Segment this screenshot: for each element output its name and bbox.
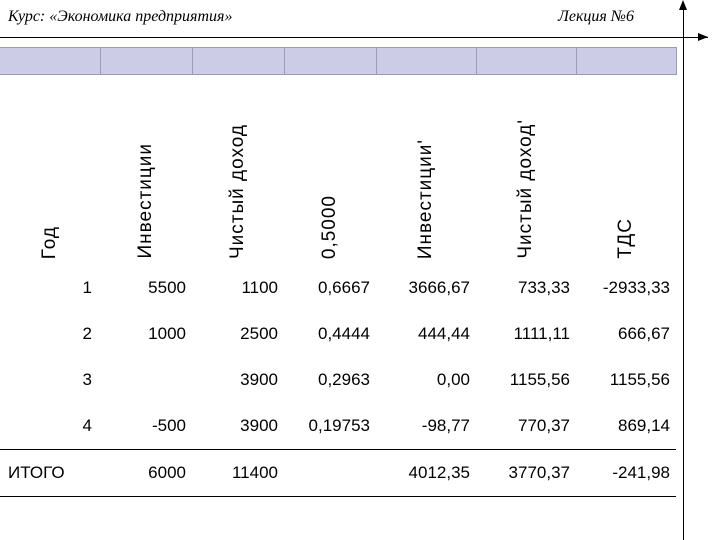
lecture-number: Лекция №6 (558, 8, 634, 25)
table-cell: 1155,56 (609, 370, 670, 389)
table-cell: 0,2963 (318, 370, 370, 389)
column-header-label: 0,5000 (319, 194, 340, 259)
table-cell: 1 (82, 278, 92, 297)
arrow-up-icon (679, 0, 687, 10)
table-cell: -2933,33 (602, 278, 670, 297)
band-cell (100, 48, 192, 75)
table-cell: 1155,56 (509, 370, 570, 389)
table-cell: 11400 (192, 450, 284, 497)
band-cell (476, 48, 576, 75)
header-band (0, 48, 676, 75)
table-cell: 5500 (148, 278, 186, 297)
table-row (0, 311, 676, 357)
table-cell: 444,44 (418, 324, 470, 343)
table-cell: 869,14 (618, 416, 670, 435)
table-cell: 0,00 (436, 370, 470, 389)
table-cell: 2500 (240, 324, 278, 343)
table-cell: 2 (82, 324, 92, 343)
table-cell: 0,6667 (318, 278, 370, 297)
table-body (0, 265, 676, 497)
column-header-label: Инвестиции' (415, 138, 436, 259)
band-cell (376, 48, 476, 75)
table-cell: 1100 (241, 278, 278, 297)
table-cell: ИТОГО (0, 450, 100, 497)
band-cell (192, 48, 284, 75)
horizontal-rule (0, 37, 708, 38)
table-cell: 6000 (100, 450, 192, 497)
table-cell: 4012,35 (376, 450, 476, 497)
table-cell: 3666,67 (408, 278, 470, 297)
column-headers (0, 75, 676, 266)
table-cell: 1111,11 (513, 324, 570, 343)
column-header (576, 75, 676, 266)
table-cell: -98,77 (421, 416, 470, 435)
table-cell: 666,67 (618, 324, 670, 343)
table-cell: 3770,37 (476, 450, 576, 497)
band-cell (284, 48, 376, 75)
column-header (284, 75, 376, 266)
table-row (0, 357, 676, 403)
table-cell (284, 450, 376, 497)
column-header-label: ТДС (615, 218, 636, 259)
band-cell (0, 48, 100, 75)
table-cell: 0,4444 (318, 324, 370, 343)
table-row (0, 265, 676, 311)
total-row (0, 450, 676, 497)
column-header-label: Год (39, 225, 60, 259)
arrow-right-icon (698, 33, 708, 41)
table-cell: 3900 (240, 416, 278, 435)
table-cell: 733,33 (518, 278, 570, 297)
table-cell: 4 (82, 416, 92, 435)
table-row (0, 403, 676, 450)
table-cell (100, 357, 192, 403)
column-header (0, 75, 100, 266)
column-header (376, 75, 476, 266)
column-header (100, 75, 192, 266)
vertical-rule (683, 8, 684, 540)
table-cell: 770,37 (518, 416, 570, 435)
table-cell: 3 (82, 370, 92, 389)
table-cell: 3900 (240, 370, 278, 389)
course-title: Курс: «Экономика предприятия» (8, 8, 233, 25)
column-header (476, 75, 576, 266)
column-header-label: Инвестиции (135, 143, 156, 259)
table-cell: 1000 (148, 324, 186, 343)
table-cell: 0,19753 (308, 416, 370, 435)
column-header-label: Чистый доход (227, 124, 248, 259)
column-header-label: Чистый доход' (515, 119, 536, 259)
table-cell: -241,98 (576, 450, 676, 497)
column-header (192, 75, 284, 266)
band-cell (576, 48, 676, 75)
table-cell: -500 (151, 416, 186, 435)
tds-table (0, 47, 677, 497)
